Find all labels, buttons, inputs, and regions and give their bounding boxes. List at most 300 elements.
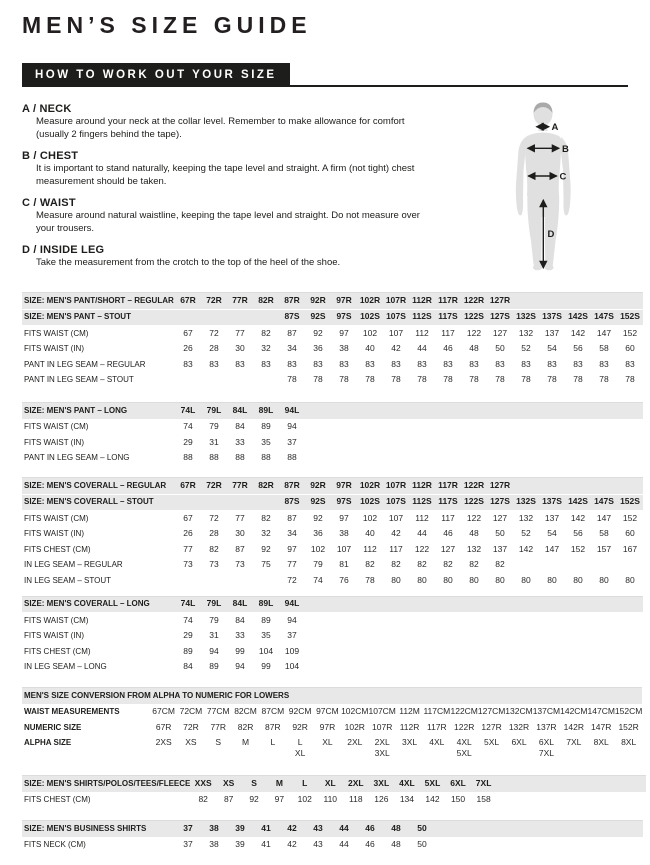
size-table-alpha-numeric-conversion: [22, 687, 642, 759]
size-cell: [539, 478, 565, 495]
size-cell: 117S: [435, 494, 461, 511]
size-cell: 87S: [279, 309, 305, 326]
size-cell: 80: [599, 574, 609, 585]
size-cell: S: [241, 776, 266, 793]
size-cell: 127S: [487, 309, 513, 326]
size-cell: 4XL 5XL: [456, 737, 472, 758]
size-cell: [487, 644, 513, 660]
size-table-coverall-long: [22, 596, 643, 676]
size-cell: [461, 837, 487, 853]
size-cell: 79: [209, 614, 219, 625]
size-table-row: [22, 573, 643, 589]
row-label: IN LEG SEAM – LONG: [24, 662, 107, 671]
size-cell: 28: [209, 343, 219, 353]
size-cell: [565, 478, 591, 495]
size-cell: 89: [261, 614, 271, 625]
size-cell: 94: [209, 645, 219, 656]
size-cell: [487, 419, 513, 435]
size-cell: 7XL: [471, 776, 497, 793]
size-cell: 58: [599, 343, 609, 353]
instruction-chest: [22, 150, 492, 188]
row-label: FITS CHEST (CM): [24, 795, 91, 804]
size-cell: 112R: [399, 721, 420, 732]
size-cell: 8XL: [621, 737, 637, 747]
size-cell: [565, 837, 591, 853]
size-cell: [357, 629, 383, 645]
size-cell: 92: [313, 512, 323, 523]
size-cell: [461, 596, 487, 613]
size-cell: [513, 837, 539, 853]
size-cell: [565, 596, 591, 613]
size-cell: 78: [339, 374, 349, 384]
size-cell: [409, 596, 435, 613]
instruction-heading: D / INSIDE LEG: [22, 244, 105, 256]
size-cell: 102CM: [341, 706, 369, 716]
size-cell: 92: [313, 327, 323, 338]
size-cell: 152R: [618, 721, 639, 732]
size-table-header-row: [22, 403, 643, 420]
size-cell: [487, 403, 513, 420]
size-cell: [617, 613, 643, 629]
size-cell: 72R: [201, 293, 227, 310]
size-cell: 44: [339, 839, 349, 849]
size-cell: 74: [183, 421, 193, 431]
size-cell: [331, 644, 357, 660]
size-cell: 112: [363, 543, 377, 554]
size-cell: [253, 309, 279, 326]
size-cell: 142S: [565, 309, 591, 326]
size-cell: 97: [287, 543, 297, 554]
size-cell: [513, 629, 539, 645]
size-cell: 107R: [383, 293, 409, 310]
size-cell: 84L: [227, 596, 253, 613]
size-cell: 37: [287, 630, 297, 640]
size-cell: 147: [596, 327, 612, 338]
size-table-row: [22, 736, 642, 760]
row-label: PANT IN LEG SEAM – STOUT: [24, 375, 134, 384]
size-cell: [331, 403, 357, 420]
size-cell: [357, 644, 383, 660]
row-label: FITS NECK (CM): [24, 840, 86, 849]
size-cell: 82: [391, 559, 401, 569]
size-cell: [565, 293, 591, 310]
size-cell: 127: [440, 543, 456, 554]
row-label: FITS WAIST (IN): [24, 631, 84, 640]
size-cell: [496, 776, 521, 793]
size-cell: 83: [183, 358, 193, 369]
size-cell: 50: [409, 821, 435, 838]
size-cell: 97: [339, 512, 349, 523]
size-cell: 44: [417, 343, 427, 353]
size-cell: 56: [573, 528, 583, 538]
size-cell: 112S: [409, 494, 435, 511]
size-cell: 72: [209, 327, 219, 338]
size-cell: 117: [441, 327, 455, 338]
size-cell: [461, 660, 487, 676]
size-cell: 50: [495, 343, 505, 353]
size-cell: 78: [287, 374, 297, 384]
size-cell: 88: [287, 452, 297, 462]
size-cell: 112R: [409, 293, 435, 310]
size-cell: [565, 629, 591, 645]
size-cell: 83: [417, 358, 427, 369]
size-cell: 152S: [617, 309, 643, 326]
size-cell: 137S: [539, 309, 565, 326]
size-cell: XL: [318, 776, 343, 793]
size-cell: 132: [466, 543, 482, 554]
size-cell: 43: [305, 821, 331, 838]
size-cell: 97R: [331, 293, 357, 310]
size-cell: [409, 613, 435, 629]
size-table-row: [22, 435, 643, 451]
size-cell: 102R: [344, 721, 365, 732]
size-cell: 127R: [481, 721, 502, 732]
size-cell: [591, 451, 617, 467]
size-cell: 2XL: [347, 737, 363, 747]
size-cell: 3XL: [401, 737, 418, 747]
size-cell: XS: [216, 776, 241, 793]
size-cell: 94L: [279, 596, 305, 613]
size-cell: [461, 435, 487, 451]
size-cell: [565, 821, 591, 838]
size-cell: 7XL: [566, 737, 582, 747]
size-cell: 107S: [383, 309, 409, 326]
size-cell: 41: [261, 839, 271, 849]
size-cell: [546, 792, 571, 808]
size-cell: 48: [469, 528, 479, 538]
size-cell: 137CM: [532, 706, 561, 716]
size-cell: 88: [183, 452, 193, 462]
size-cell: [175, 573, 201, 589]
size-cell: S: [215, 737, 222, 747]
size-cell: [383, 644, 409, 660]
size-cell: 74L: [175, 403, 201, 420]
size-cell: [539, 403, 565, 420]
size-cell: 142: [570, 512, 586, 523]
size-cell: [409, 451, 435, 467]
size-cell: [617, 451, 643, 467]
size-cell: 40: [365, 343, 375, 353]
size-cell: 67R: [175, 478, 201, 495]
size-cell: 157: [596, 543, 612, 554]
size-cell: [305, 435, 331, 451]
size-table-row: [22, 720, 642, 736]
size-cell: [331, 451, 357, 467]
size-cell: 30: [235, 528, 245, 538]
size-cell: 26: [183, 343, 193, 353]
size-table-pant-regular-stout: [22, 292, 643, 388]
size-cell: [617, 558, 643, 574]
size-cell: 78: [391, 374, 401, 384]
size-cell: [175, 373, 201, 389]
size-cell: [487, 629, 513, 645]
size-cell: 80: [391, 574, 401, 585]
size-cell: [305, 613, 331, 629]
size-cell: 137: [492, 543, 508, 554]
size-cell: 83: [339, 358, 349, 369]
size-cell: 117R: [426, 721, 447, 732]
size-cell: [409, 660, 435, 676]
size-cell: [539, 558, 565, 574]
size-cell: 112: [415, 327, 429, 338]
size-cell: 52: [521, 528, 531, 538]
size-cell: [227, 494, 253, 511]
size-cell: 110: [323, 794, 338, 804]
size-cell: 132: [518, 327, 534, 338]
instruction-text: Take the measurement from the crotch to the top of the heel of the shoe.: [36, 257, 341, 268]
size-cell: 83: [235, 358, 245, 369]
size-cell: [617, 660, 643, 676]
size-table-header-row: [22, 821, 643, 838]
size-cell: [461, 403, 487, 420]
size-cell: 78: [443, 374, 453, 384]
body-measurement-figure: [503, 98, 603, 280]
row-label: SIZE: MEN'S COVERALL – LONG: [22, 596, 175, 613]
size-cell: [435, 403, 461, 420]
size-cell: [409, 403, 435, 420]
size-cell: 82: [495, 559, 505, 569]
row-label: FITS WAIST (IN): [24, 529, 84, 538]
size-cell: [571, 792, 596, 808]
size-cell: 50: [417, 839, 427, 849]
inside-leg-label: D: [547, 229, 555, 240]
size-cell: [305, 419, 331, 435]
size-cell: 46: [365, 839, 375, 849]
size-cell: 36: [313, 528, 323, 538]
size-cell: 117R: [435, 293, 461, 310]
size-cell: 147: [596, 512, 612, 523]
size-cell: 77: [287, 559, 297, 569]
size-cell: 41: [253, 821, 279, 838]
size-cell: 79L: [201, 403, 227, 420]
size-cell: 82R: [253, 478, 279, 495]
size-cell: [331, 660, 357, 676]
size-cell: [565, 644, 591, 660]
size-cell: [305, 596, 331, 613]
size-cell: 102: [362, 327, 378, 338]
size-cell: 107S: [383, 494, 409, 511]
size-table-row: [22, 357, 643, 373]
size-cell: [617, 837, 643, 853]
size-cell: 84: [235, 614, 245, 625]
size-cell: 82R: [253, 293, 279, 310]
size-cell: 137R: [536, 721, 557, 732]
size-cell: 107: [336, 543, 352, 554]
size-cell: 137S: [539, 494, 565, 511]
size-cell: [487, 660, 513, 676]
size-cell: 77R: [227, 478, 253, 495]
row-label: SIZE: MEN'S PANT – STOUT: [22, 309, 175, 326]
size-cell: 87: [223, 794, 234, 804]
size-cell: 34: [287, 528, 297, 538]
instruction-neck: [22, 103, 492, 141]
size-cell: [409, 435, 435, 451]
row-label: FITS CHEST (CM): [24, 544, 91, 554]
size-cell: 99: [235, 645, 245, 656]
size-table-header-row: [22, 494, 643, 511]
size-cell: [435, 451, 461, 467]
size-cell: 83: [261, 358, 271, 369]
size-cell: 142: [425, 794, 440, 804]
size-cell: 75: [261, 559, 271, 569]
row-label: FITS WAIST (IN): [24, 344, 84, 353]
size-cell: 83: [443, 358, 453, 369]
size-cell: XS: [185, 737, 197, 747]
size-cell: 78: [495, 374, 505, 384]
size-cell: 102: [310, 543, 326, 554]
size-cell: 88: [261, 452, 271, 462]
size-cell: 77: [235, 512, 245, 523]
size-cell: 97R: [331, 478, 357, 495]
size-table-header-row: [22, 293, 643, 310]
size-cell: [487, 821, 513, 838]
row-label: SIZE: MEN'S BUSINESS SHIRTS: [22, 821, 175, 838]
size-cell: [357, 596, 383, 613]
size-cell: [461, 451, 487, 467]
size-cell: 82: [443, 559, 453, 569]
size-cell: [201, 573, 227, 589]
size-cell: [591, 596, 617, 613]
size-cell: [591, 435, 617, 451]
size-cell: 142S: [565, 494, 591, 511]
size-cell: 48: [391, 839, 401, 849]
size-cell: 29: [183, 630, 193, 640]
size-cell: 83: [495, 358, 505, 369]
size-cell: M: [267, 776, 292, 793]
size-cell: 74: [183, 614, 193, 625]
size-cell: [591, 293, 617, 310]
size-cell: 126: [374, 794, 389, 804]
size-cell: [305, 629, 331, 645]
size-cell: 117R: [435, 478, 461, 495]
row-label: PANT IN LEG SEAM – REGULAR: [24, 359, 146, 369]
size-cell: [383, 403, 409, 420]
size-cell: [357, 451, 383, 467]
size-cell: 127R: [487, 478, 513, 495]
size-cell: [331, 435, 357, 451]
size-cell: 78: [625, 374, 635, 384]
size-cell: [383, 451, 409, 467]
size-cell: 78: [573, 374, 583, 384]
size-cell: [621, 792, 646, 808]
size-cell: 92R: [305, 478, 331, 495]
size-cell: [383, 613, 409, 629]
size-cell: 37: [287, 436, 297, 447]
size-cell: 42: [287, 839, 297, 849]
size-cell: [487, 596, 513, 613]
size-cell: 89: [261, 421, 271, 431]
size-cell: [461, 419, 487, 435]
size-cell: 30: [235, 343, 245, 353]
size-cell: 102R: [357, 293, 383, 310]
size-cell: [487, 451, 513, 467]
size-cell: 56: [573, 343, 583, 353]
size-cell: [435, 596, 461, 613]
size-cell: 147: [544, 543, 560, 554]
size-table-row: [22, 451, 643, 467]
size-cell: 112R: [409, 478, 435, 495]
size-table-header-row: [22, 776, 646, 793]
size-cell: 83: [547, 358, 557, 369]
size-cell: 92S: [305, 494, 331, 511]
size-cell: 78: [469, 374, 479, 384]
size-cell: [357, 613, 383, 629]
size-cell: [227, 373, 253, 389]
size-cell: 6XL: [445, 776, 471, 793]
size-cell: [305, 660, 331, 676]
size-cell: XXS: [190, 776, 216, 793]
size-cell: 46: [443, 528, 453, 538]
size-cell: 26: [183, 528, 193, 538]
size-cell: [617, 629, 643, 645]
size-cell: 2XL 3XL: [374, 737, 390, 758]
size-cell: 83: [599, 358, 609, 369]
size-cell: [591, 478, 617, 495]
row-label: FITS WAIST (IN): [24, 437, 84, 447]
size-cell: 40: [365, 528, 375, 538]
size-cell: 79: [209, 421, 219, 431]
size-cell: 81: [339, 559, 349, 569]
size-cell: 78: [599, 374, 609, 384]
size-cell: 78: [313, 374, 323, 384]
size-cell: [539, 613, 565, 629]
row-label: SIZE: MEN'S PANT/SHORT – REGULAR: [22, 293, 175, 310]
size-cell: 82CM: [234, 706, 257, 716]
size-cell: 42: [279, 821, 305, 838]
row-label: SIZE: MEN'S PANT – LONG: [22, 403, 175, 420]
size-table-row: [22, 660, 643, 676]
size-cell: 83: [469, 358, 479, 369]
size-cell: [565, 660, 591, 676]
size-cell: [513, 660, 539, 676]
size-cell: [435, 837, 461, 853]
size-cell: [357, 403, 383, 420]
size-cell: [435, 435, 461, 451]
size-cell: 132S: [513, 494, 539, 511]
size-cell: 134: [399, 794, 414, 804]
size-table-pant-long: [22, 402, 643, 466]
size-cell: [596, 776, 621, 793]
size-table-row: [22, 613, 643, 629]
size-cell: [565, 403, 591, 420]
size-cell: 102S: [357, 494, 383, 511]
size-cell: 117: [441, 512, 455, 523]
size-cell: 82R: [237, 721, 254, 732]
size-cell: [435, 660, 461, 676]
size-cell: 87: [235, 543, 245, 554]
size-cell: 29: [183, 436, 193, 447]
size-cell: 107: [388, 327, 404, 338]
size-cell: 74: [313, 574, 323, 585]
size-cell: 122S: [461, 309, 487, 326]
size-table-row: [22, 629, 643, 645]
size-cell: [539, 837, 565, 853]
size-cell: 80: [521, 574, 531, 585]
size-cell: 127CM: [477, 706, 506, 716]
size-cell: 77R: [227, 293, 253, 310]
row-label: WAIST MEASUREMENTS: [24, 707, 120, 716]
size-cell: 31: [209, 630, 219, 640]
size-tables: [22, 292, 646, 865]
size-cell: 48: [383, 821, 409, 838]
size-cell: [617, 596, 643, 613]
size-cell: [591, 629, 617, 645]
size-cell: 104: [258, 645, 274, 656]
size-cell: 122R: [454, 721, 475, 732]
size-cell: 92: [249, 794, 259, 804]
size-cell: [591, 821, 617, 838]
size-cell: 77CM: [206, 706, 230, 716]
